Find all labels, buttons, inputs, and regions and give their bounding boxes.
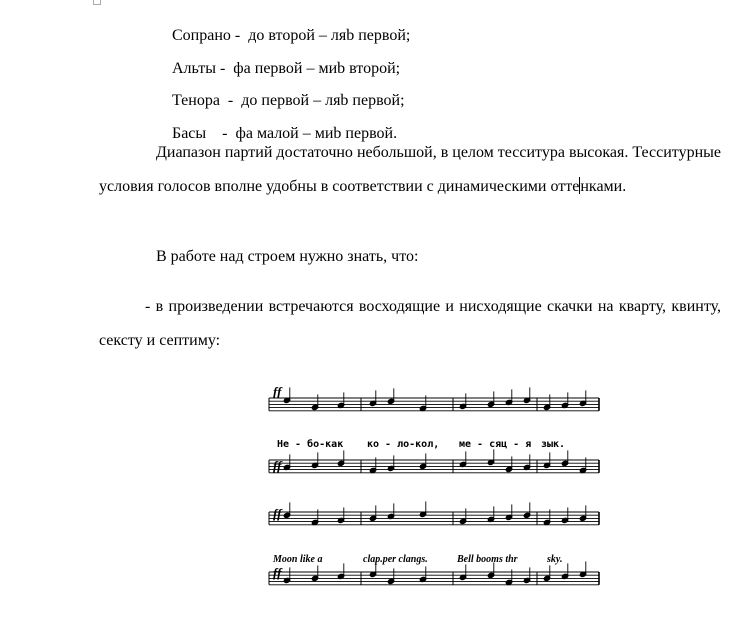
paragraph-intonation[interactable] bbox=[156, 240, 722, 274]
dynamic-mark: ff bbox=[273, 506, 282, 521]
lyric-en-1: Moon like a bbox=[273, 554, 323, 565]
voice-name: Сопрано - bbox=[172, 27, 241, 44]
lyric-en-2: clap.per clangs. bbox=[363, 554, 428, 565]
voice-range: до первой – ляb первой; bbox=[241, 92, 405, 109]
voice-name: Альты - bbox=[172, 60, 226, 77]
music-score-excerpt bbox=[265, 382, 601, 610]
voice-range: фа малой – миb первой. bbox=[235, 125, 398, 142]
lyric-en-3: Bell booms thr bbox=[457, 554, 518, 565]
dynamic-mark: ff bbox=[273, 565, 282, 580]
paragraph-tessitura[interactable] bbox=[99, 136, 721, 204]
paragraph-leaps[interactable] bbox=[99, 290, 721, 358]
voice-range: до второй – ляb первой; bbox=[248, 27, 411, 44]
paragraph-text-end: нками. bbox=[580, 178, 627, 195]
lyric-ru-2: ко - ло-кол, bbox=[367, 439, 440, 450]
lyric-ru-4: зык. bbox=[541, 439, 566, 450]
lyric-ru-1: Не - бо-как bbox=[277, 439, 344, 450]
paragraph-text: В работе над строем нужно знать, что: bbox=[156, 248, 419, 265]
dynamic-mark: ff bbox=[273, 384, 282, 399]
lyric-ru-3: ме - сяц - я bbox=[459, 439, 532, 450]
voice-range: фа первой – миb второй; bbox=[233, 60, 401, 77]
voice-name: Басы - bbox=[172, 125, 228, 142]
paragraph-text: - в произведении встречаются восходящие и нисходящие скачки на кварту, квинту, сексту и септиму: bbox=[99, 298, 721, 349]
voice-name: Тенора - bbox=[172, 92, 234, 109]
dynamic-mark: ff bbox=[273, 458, 282, 473]
lyric-en-4: sky. bbox=[547, 554, 563, 565]
paragraph-anchor-mark bbox=[93, 0, 101, 5]
paragraph-text: Диапазон партий достаточно небольшой, в целом тесситура высокая. Тесситурные условия голосов вполне удобны в соответствии с динамическими отте bbox=[99, 144, 721, 195]
